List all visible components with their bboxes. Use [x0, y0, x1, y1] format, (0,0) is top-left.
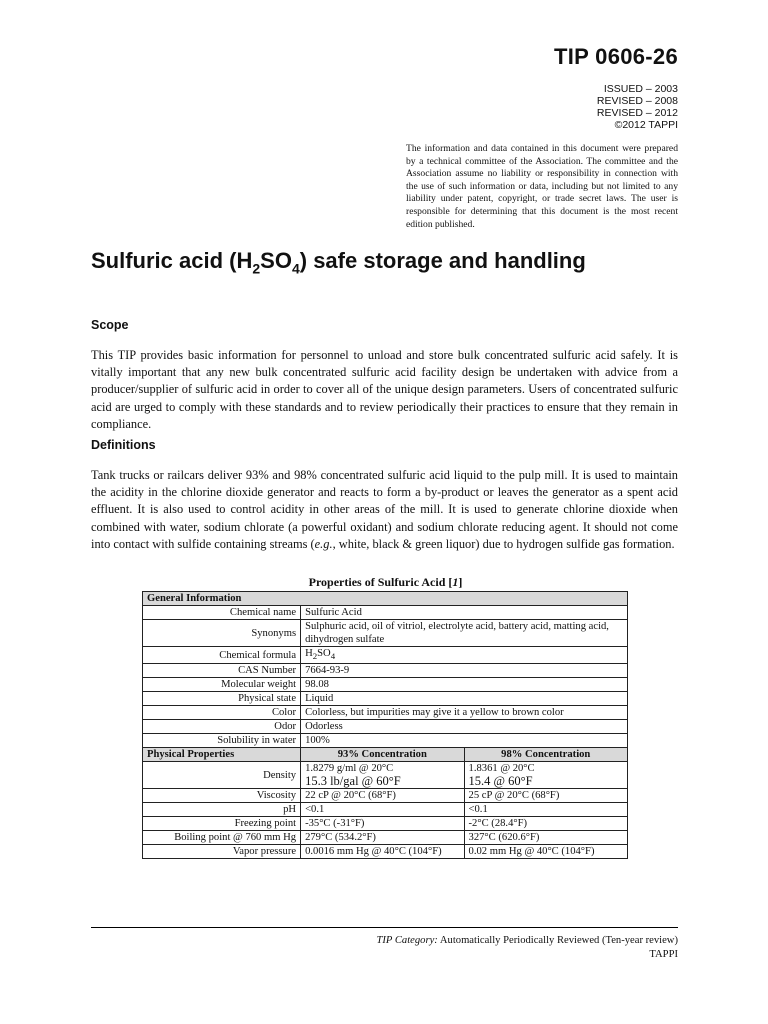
cell-98: -2°C (28.4°F): [464, 817, 627, 831]
density-imperial: 15.3 lb/gal @ 60°F: [305, 774, 401, 789]
issued-date: ISSUED – 2003: [603, 83, 678, 95]
row-label: Molecular weight: [143, 678, 301, 692]
cell-93: -35°C (-31°F): [301, 817, 464, 831]
row-value: [301, 647, 628, 664]
category-label: TIP Category:: [376, 935, 438, 946]
title-subscript: 4: [291, 260, 300, 277]
revised-date-2: REVISED – 2012: [596, 107, 678, 119]
scope-heading: Scope: [91, 318, 129, 332]
row-value: Liquid: [301, 692, 628, 706]
cell-98: 327°C (620.6°F): [464, 831, 627, 845]
table-row: [143, 817, 628, 831]
row-label: Odor: [143, 720, 301, 734]
row-label: CAS Number: [143, 664, 301, 678]
properties-table: [142, 591, 628, 859]
formula-subscript: 2: [312, 651, 318, 662]
row-label: Viscosity: [143, 789, 301, 803]
caption-text: ]: [458, 575, 463, 589]
definitions-heading: Definitions: [91, 438, 156, 452]
physical-properties-header: Physical Properties: [143, 748, 301, 762]
table-row: [143, 803, 628, 817]
row-value: 98.08: [301, 678, 628, 692]
row-value: 7664-93-9: [301, 664, 628, 678]
cell-93: [301, 762, 464, 789]
footer: [377, 934, 679, 961]
table-row: [143, 706, 628, 720]
disclaimer: The information and data contained in this document were prepared by a technical committee of the Association. The committee and the Association assume no liability or responsibility in connection with the use of such information or data, including but not limited to any liability under patent, copyright, or trade secret laws. The user is responsible for determining that this document is the most recent edition published.: [406, 143, 678, 230]
table-row: [143, 664, 628, 678]
cell-93: 22 cP @ 20°C (68°F): [301, 789, 464, 803]
cell-98: [464, 762, 627, 789]
column-header-98: 98% Concentration: [464, 748, 627, 762]
title-subscript: 2: [252, 260, 261, 277]
table-row: [143, 647, 628, 664]
footer-category: [377, 934, 679, 948]
row-value: Sulfuric Acid: [301, 606, 628, 620]
formula-subscript: 4: [330, 651, 336, 662]
table-row: [143, 606, 628, 620]
row-value: Colorless, but impurities may give it a yellow to brown color: [301, 706, 628, 720]
table-row: [143, 734, 628, 748]
cell-93: 0.0016 mm Hg @ 40°C (104°F): [301, 845, 464, 859]
scope-paragraph: This TIP provides basic information for personnel to unload and store bulk concentrated sulfuric acid safely. It is vitally important that any new bulk concentrated sulfuric acid facility design be undertaken with advice from a producer/supplier of sulfuric acid in order to cover all of the unique design parameters. Users of concentrated sulfuric acid are urged to comply with these standards and to review periodically their practices to ensure that they remain in compliance.: [91, 348, 678, 431]
row-label: pH: [143, 803, 301, 817]
footer-divider: [91, 927, 678, 928]
row-label: Density: [143, 762, 301, 789]
density-imperial: 15.4 @ 60°F: [468, 774, 533, 789]
cell-93: <0.1: [301, 803, 464, 817]
table-row: [143, 748, 628, 762]
copyright-notice: ©2012 TAPPI: [614, 119, 678, 131]
row-value: Odorless: [301, 720, 628, 734]
formula-part: SO: [317, 648, 331, 659]
title-part: Sulfuric acid (H: [91, 248, 253, 273]
table-row: [143, 692, 628, 706]
table-row: [143, 592, 628, 606]
density-metric: 1.8361 @ 20°C: [468, 763, 535, 775]
page-title: [91, 248, 586, 276]
table-caption: [143, 575, 628, 590]
document-number: TIP 0606-26: [554, 44, 678, 69]
row-label: Vapor pressure: [143, 845, 301, 859]
row-label: Chemical formula: [143, 647, 301, 664]
column-header-93: 93% Concentration: [301, 748, 464, 762]
density-metric: 1.8279 g/ml @ 20°C: [305, 763, 394, 775]
cell-98: 0.02 mm Hg @ 40°C (104°F): [464, 845, 627, 859]
row-label: Solubility in water: [143, 734, 301, 748]
footer-org: TAPPI: [649, 948, 678, 960]
table-row: [143, 720, 628, 734]
row-label: Boiling point @ 760 mm Hg: [143, 831, 301, 845]
revision-history: [597, 83, 678, 131]
definitions-text: , white, black & green liquor) due to hydrogen sulfide gas formation.: [332, 536, 675, 551]
definitions-paragraph: [91, 467, 678, 553]
row-label: Synonyms: [143, 620, 301, 647]
table-row: [143, 678, 628, 692]
cell-98: 25 cP @ 20°C (68°F): [464, 789, 627, 803]
revised-date-1: REVISED – 2008: [596, 95, 678, 107]
row-label: Physical state: [143, 692, 301, 706]
definitions-text: Tank trucks or railcars deliver 93% and 98% concentrated sulfuric acid liquid to the pulp mill. It is used to maintain the acidity in the chlorine dioxide generator and reacts to form a by-product or leaves the generator as a spent acid effluent. It is also used to control acidity in other areas of the mill. It is used to generate chlorine dioxide when combined with water, sodium chlorate (a powerful oxidant) and sodium chlorate reducing agent. It should not come into contact with sulfide containing streams (: [91, 468, 678, 551]
table-row: [143, 789, 628, 803]
table-row: [143, 845, 628, 859]
row-label: Color: [143, 706, 301, 720]
cell-98: <0.1: [464, 803, 627, 817]
table-row: [143, 831, 628, 845]
general-info-header: General Information: [143, 592, 628, 606]
row-value: 100%: [301, 734, 628, 748]
title-part: ) safe storage and handling: [299, 248, 586, 273]
row-label: Chemical name: [143, 606, 301, 620]
caption-text: Properties of Sulfuric Acid [: [308, 575, 453, 589]
category-value: Automatically Periodically Reviewed (Ten-year review): [437, 935, 678, 946]
row-value: Sulphuric acid, oil of vitriol, electrolyte acid, battery acid, matting acid, dihydrogen sulfate: [301, 620, 628, 647]
title-part: SO: [260, 248, 292, 273]
cell-93: 279°C (534.2°F): [301, 831, 464, 845]
caption-reference: 1: [452, 575, 459, 589]
definitions-emphasis: e.g.: [314, 536, 333, 551]
row-label: Freezing point: [143, 817, 301, 831]
formula-part: H: [305, 648, 313, 659]
table-row: [143, 762, 628, 789]
table-row: [143, 620, 628, 647]
